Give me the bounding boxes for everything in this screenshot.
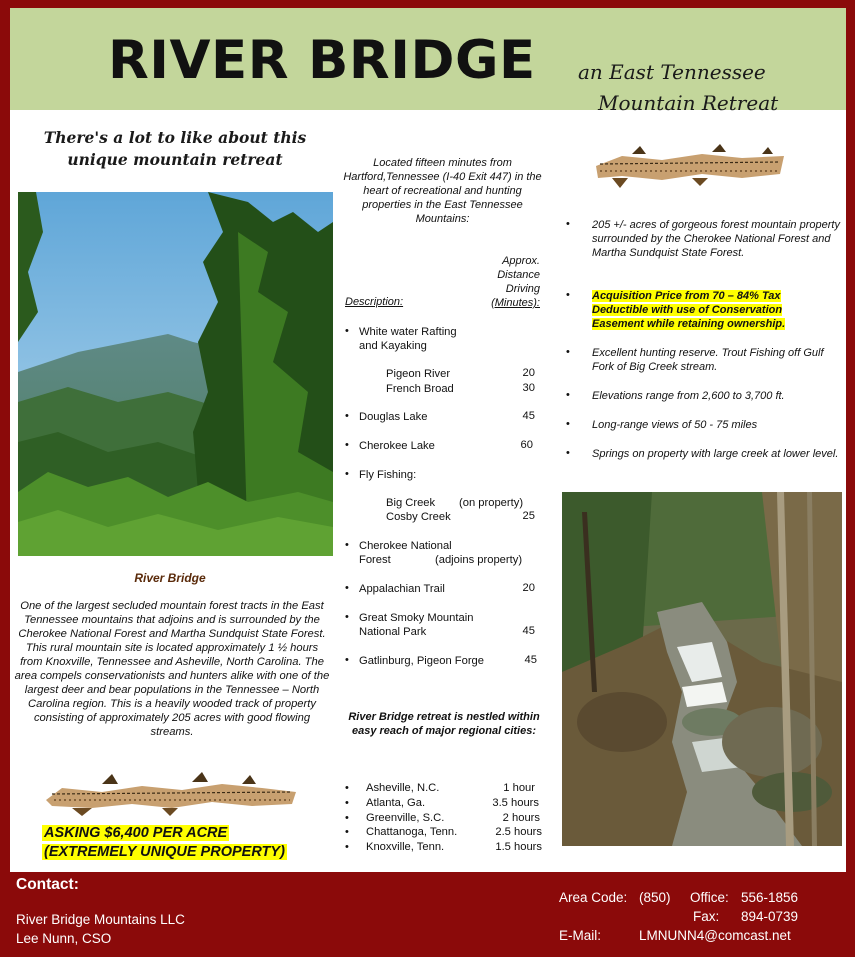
distance-item-label: National Park: [359, 626, 427, 638]
tagline-line-2: unique mountain retreat: [67, 150, 283, 169]
distance-header-line: Driving: [505, 283, 540, 295]
email-link[interactable]: LMNUNN4@comcast.net: [639, 928, 791, 943]
distance-item-label: Cosby Creek: [386, 511, 451, 523]
distance-item-label: White water Rafting: [359, 326, 457, 338]
distance-item-value: 30: [522, 382, 535, 394]
distance-item-label: French Broad: [386, 383, 454, 395]
distance-item-label: Appalachian Trail: [359, 583, 445, 595]
distance-item-value: 60: [520, 439, 533, 451]
list-bullet: •: [566, 389, 570, 401]
distance-item-label: and Kayaking: [359, 340, 427, 352]
distance-item: [359, 611, 473, 639]
distance-item-label: Cherokee National: [359, 540, 452, 552]
city-name: Chattanoga, Tenn.: [366, 826, 458, 838]
distance-item-label: Big Creek: [386, 497, 436, 509]
feature-text: Springs on property with large creek at lower level.: [592, 448, 839, 460]
distance-header-line: (Minutes):: [491, 297, 540, 309]
decorative-log-banner: [592, 144, 788, 190]
city-time: 2.5 hours: [495, 826, 542, 838]
contact-person: Lee Nunn, CSO: [16, 931, 112, 946]
asking-note: [42, 844, 304, 860]
area-code-value: (850): [639, 890, 671, 905]
distance-item-label: Pigeon River: [386, 368, 451, 380]
distance-item-value: 45: [522, 410, 535, 422]
distance-item-label: Fly Fishing:: [359, 469, 417, 481]
fax-label: Fax:: [693, 909, 720, 924]
city-time: 1.5 hours: [495, 841, 542, 853]
distance-item-value: 20: [522, 582, 535, 594]
feature-text: 205 +/- acres of gorgeous forest mountain property surrounded by the Cherokee National Forest and Martha Sundquist State Forest.: [592, 219, 840, 259]
list-bullet: •: [345, 841, 349, 853]
city-name: Atlanta, Ga.: [366, 797, 426, 809]
distance-item-note: (adjoins property): [435, 554, 523, 566]
distance-item-label: Gatlinburg, Pigeon Forge: [359, 655, 485, 667]
list-bullet: •: [345, 826, 349, 838]
asking-note-text: (EXTREMELY UNIQUE PROPERTY): [44, 844, 285, 860]
distance-item-label: Forest: [359, 554, 391, 566]
city-name: Knoxville, Tenn.: [366, 841, 445, 853]
office-phone: 556-1856: [741, 890, 799, 905]
area-code-label: Area Code:: [559, 890, 628, 905]
mountain-photo: [18, 192, 333, 556]
distance-item-label: Douglas Lake: [359, 411, 428, 423]
property-description: One of the largest secluded mountain forest tracts in the East Tennessee mountains that adjoins and is surrounded by the Cherokee National Forest and Martha Sundquist State Forest. This rural mountain site is located approximately 1 ½ hours from Knoxville, Tennessee and Asheville, North Carolina. The area compels conservationists and hunters alike with one of the largest deer and bear populations in the Tennessee – North Carolina region. This is a heavily wooded track of property consisting of approximately 205 acres with good flowing streams.: [14, 600, 330, 738]
feature-text: Elevations range from 2,600 to 3,700 ft.: [592, 390, 785, 402]
asking-price: [42, 825, 304, 841]
feature-text: Acquisition Price from 70 – 84% Tax Deductible with use of Conservation Easement while retaining ownership.: [592, 290, 786, 330]
header-banner: [10, 8, 846, 115]
city-time: 2 hours: [502, 812, 540, 824]
feature-text: Excellent hunting reserve. Trout Fishing off Gulf Fork of Big Creek stream.: [592, 347, 824, 373]
email-label: E-Mail:: [559, 928, 602, 943]
distance-item-value: 25: [522, 510, 535, 522]
distance-item-value: 20: [522, 367, 535, 379]
company-name: River Bridge Mountains LLC: [16, 912, 185, 927]
photo-caption: River Bridge: [134, 571, 206, 585]
distance-item-note: (on property): [459, 497, 524, 509]
list-bullet: •: [345, 468, 349, 480]
feature-text: Long-range views of 50 - 75 miles: [592, 419, 758, 431]
list-bullet: •: [566, 289, 570, 301]
distance-header-line: Approx.: [502, 255, 540, 267]
distance-item: [359, 325, 457, 353]
list-bullet: •: [345, 325, 349, 337]
creek-photo: [562, 492, 842, 846]
distance-item-label: Cherokee Lake: [359, 440, 435, 452]
contact-footer: [10, 872, 846, 949]
list-bullet: •: [345, 782, 349, 794]
description-header: Description:: [345, 296, 404, 308]
list-bullet: •: [566, 346, 570, 358]
list-bullet: •: [345, 439, 349, 451]
list-bullet: •: [566, 418, 570, 430]
city-time: 3.5 hours: [492, 797, 539, 809]
list-bullet: •: [345, 654, 349, 666]
distance-item-value: 45: [522, 625, 535, 637]
subtitle-line-2: Mountain Retreat: [598, 91, 779, 115]
fax-number: 894-0739: [741, 909, 799, 924]
list-bullet: •: [345, 812, 349, 824]
distance-header-line: Distance: [497, 269, 540, 281]
distance-item-value: 45: [524, 654, 537, 666]
list-bullet: •: [345, 797, 349, 809]
tagline-line-1: There's a lot to like about this: [43, 128, 307, 147]
list-bullet: •: [566, 447, 570, 459]
list-bullet: •: [566, 218, 570, 230]
list-bullet: •: [345, 611, 349, 623]
list-bullet: •: [345, 582, 349, 594]
list-bullet: •: [345, 410, 349, 422]
list-bullet: •: [345, 539, 349, 551]
distance-item-label: Great Smoky Mountain: [359, 612, 474, 624]
location-intro: Located fifteen minutes from Hartford,Tennessee (I-40 Exit 447) in the heart of recreational and hunting properties in the East Tennessee Mountains:: [343, 157, 542, 225]
asking-price-text: ASKING $6,400 PER ACRE: [44, 825, 228, 841]
subtitle-line-1: an East Tennessee: [578, 60, 766, 84]
page-title: RIVER BRIDGE: [108, 30, 536, 91]
city-name: Greenville, S.C.: [366, 812, 445, 824]
distance-header: [482, 254, 540, 310]
decorative-log-banner: [42, 770, 300, 818]
office-label: Office:: [690, 890, 729, 905]
nestled-note: River Bridge retreat is nestled within easy reach of major regional cities:: [348, 711, 540, 737]
city-name: Asheville, N.C.: [366, 782, 440, 794]
city-time: 1 hour: [503, 782, 535, 794]
feature-text-highlight: [592, 289, 822, 331]
contact-label: Contact:: [16, 876, 79, 893]
